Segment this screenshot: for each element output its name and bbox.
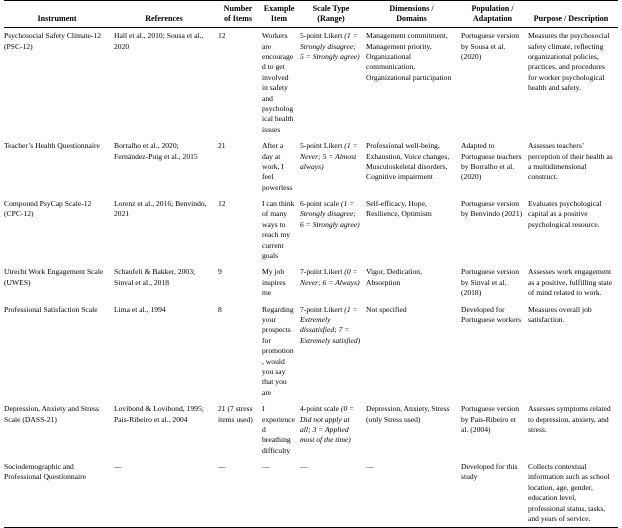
cell-references: — <box>114 459 218 528</box>
scale-type-range-italic: (0 = Never; 6 = Always) <box>300 267 360 287</box>
column-header-example-item <box>262 1 300 28</box>
cell-population: Portuguese version by Sousa et al. (2020) <box>461 31 519 61</box>
column-header-example-line1: Example <box>263 4 295 13</box>
cell-number-of-items: 8 <box>218 304 222 314</box>
cell-scale-type <box>300 459 366 528</box>
cell-population: Portuguese version by Benvindo (2021) <box>461 199 523 219</box>
table-header <box>4 1 618 28</box>
column-header-instrument-label: Instrument <box>37 14 77 24</box>
cell-references: Lorenz et al., 2016; Benvindo, 2021 <box>114 199 207 219</box>
column-header-dimensions-line1: Dimensions / <box>389 4 434 13</box>
column-header-scale-line2: (Range) <box>317 14 345 24</box>
scale-type-range-plain: 5-point Likert <box>300 31 343 41</box>
scale-type-range-italic: (1 = Extremely dissatisfied; 7 = Extremely satisfied) <box>300 304 361 345</box>
scale-type-range-italic: (1 = Strongly disagree; 5 = Strongly agree) <box>300 31 360 61</box>
instruments-table <box>4 0 618 528</box>
cell-population: Portuguese version by Pais-Ribeiro et al. (2004) <box>461 404 519 434</box>
cell-scale-type <box>300 138 366 196</box>
cell-scale-type <box>300 28 366 138</box>
scale-type-range-plain: — <box>300 462 308 472</box>
table-row <box>4 302 618 402</box>
cell-references: Borralho et al., 2020; Fernández-Puig et al., 2015 <box>114 141 198 161</box>
table-row <box>4 459 618 528</box>
cell-number-of-items: 9 <box>218 267 222 277</box>
cell-references: Hall et al., 2010; Sousa et al., 2020 <box>114 31 204 51</box>
cell-purpose: Assesses teachers’ perception of their health as a multidimensional construct. <box>528 141 613 182</box>
scale-type-range-plain: 6-point scale <box>300 199 340 209</box>
column-header-population-line2: Adaptation <box>472 14 513 24</box>
cell-instrument: Depression, Anxiety and Stress Scale (DASS-21) <box>4 404 99 424</box>
cell-dimensions: Depression, Anxiety, Stress (only Stress used) <box>366 404 450 424</box>
cell-scale-type <box>300 264 366 301</box>
column-header-instrument <box>4 1 114 28</box>
cell-instrument: Sociodemographic and Professional Questionnaire <box>4 459 114 528</box>
column-header-references <box>114 1 218 28</box>
scale-type-range-plain: 7-point Likert <box>300 267 343 277</box>
cell-purpose: Evaluates psychological capital as a positive psychological resource. <box>528 199 602 229</box>
cell-instrument: Utrecht Work Engagement Scale (UWES) <box>4 267 104 287</box>
cell-example-item: — <box>262 459 300 528</box>
column-header-population-line1: Population / <box>471 4 514 13</box>
cell-references: Lovibond & Lovibond, 1995; Pais-Ribeiro et al., 2004 <box>114 404 204 424</box>
cell-population: Adapted to Portuguese teachers by Borralho et al. (2020) <box>461 141 522 182</box>
cell-references: Lima et al., 1994 <box>114 304 166 314</box>
column-header-dimensions <box>366 1 461 28</box>
cell-dimensions: Professional well-being, Exhaustion, Voice changes, Musculoskeletal disorders, Cognitive impairment <box>366 141 450 182</box>
cell-dimensions: Self-efficacy, Hope, Resilience, Optimism <box>366 199 432 219</box>
cell-purpose: Assesses symptoms related to depression, anxiety, and stress. <box>528 404 611 434</box>
table-row <box>4 264 618 301</box>
table-header-row <box>4 1 618 28</box>
table-row <box>4 196 618 264</box>
cell-purpose: Assesses work engagement as a positive, fulfilling state of mind related to work. <box>528 267 613 298</box>
cell-purpose: Collects contextual information such as school location, age, gender, education level, professional status, tasks, and years of service. <box>528 459 618 528</box>
cell-dimensions: Management commitment, Management priority, Organizational communication, Organizational participation <box>366 31 452 82</box>
cell-example-item: My job inspires me <box>262 267 286 298</box>
cell-scale-type <box>300 401 366 459</box>
column-header-scale-type <box>300 1 366 28</box>
cell-population: Developed for Portuguese workers <box>461 304 522 324</box>
cell-number-of-items: 12 <box>218 199 226 209</box>
cell-number-of-items: 12 <box>218 31 226 41</box>
cell-example-item: After a day at work, I feel powerless <box>262 141 293 192</box>
cell-number-of-items: 21 <box>218 141 226 151</box>
table-row <box>4 138 618 196</box>
cell-example-item: I experienced breathing difficulty <box>262 404 295 455</box>
cell-scale-type <box>300 196 366 264</box>
table-body <box>4 28 618 528</box>
cell-scale-type <box>300 302 366 402</box>
scale-type-range-plain: 4-point scale <box>300 404 340 414</box>
scale-type-range-plain: 5-point Likert <box>300 141 343 151</box>
cell-purpose: Measures overall job satisfaction. <box>528 304 592 324</box>
cell-instrument: Teacher’s Health Questionnaire <box>4 141 100 151</box>
scale-type-range-italic: (0 = Did not apply at all; 3 = Applied most of the time) <box>300 404 355 445</box>
column-header-number-of-items <box>218 1 262 28</box>
cell-number-of-items: 21 (7 stress items used) <box>218 404 253 424</box>
column-header-population <box>461 1 528 28</box>
cell-population: Portuguese version by Sinval et al. (2018) <box>461 267 519 298</box>
cell-example-item: Workers are encouraged to get involved in safety and psychological health issues <box>262 31 294 134</box>
cell-example-item: Regarding your prospects for promotion, would you say that you are <box>262 304 294 397</box>
column-header-items-line2: of Items <box>223 14 253 24</box>
cell-instrument: Compound PsyCap Scale-12 (CPC-12) <box>4 199 92 219</box>
column-header-scale-line1: Scale Type <box>312 4 350 13</box>
cell-references: Schaufeli & Bakker, 2003; Sinval et al., 2018 <box>114 267 196 287</box>
cell-dimensions: Not specified <box>366 304 407 314</box>
scale-type-range-italic: (1 = Strongly disagree; 6 = Strongly agree) <box>300 199 360 229</box>
column-header-purpose <box>528 1 618 28</box>
table-row <box>4 401 618 459</box>
column-header-references-label: References <box>145 14 183 24</box>
scale-type-range-italic: (1 = Never; 5 = Almost always) <box>300 141 358 171</box>
column-header-items-line1: Number <box>223 4 253 13</box>
cell-instrument: Psychosocial Safety Climate-12 (PSC-12) <box>4 31 102 51</box>
cell-dimensions: Vigor, Dedication, Absorption <box>366 267 422 287</box>
column-header-example-line2: Item <box>270 14 288 24</box>
scale-type-range-plain: 7-point Likert <box>300 304 343 314</box>
cell-example-item: I can think of many ways to reach my current goals <box>262 199 295 261</box>
cell-dimensions: — <box>366 459 461 528</box>
cell-instrument: Professional Satisfaction Scale <box>4 304 98 314</box>
cell-purpose: Measures the psychosocial safety climate, reflecting organizational policies, practices, and procedures for worker psychological health and safety. <box>528 31 610 93</box>
cell-population: Developed for this study <box>461 459 528 528</box>
cell-number-of-items: — <box>218 459 262 528</box>
table-row <box>4 28 618 138</box>
column-header-dimensions-line2: Domains <box>396 14 427 24</box>
column-header-purpose-label: Purpose / Description <box>533 14 609 24</box>
